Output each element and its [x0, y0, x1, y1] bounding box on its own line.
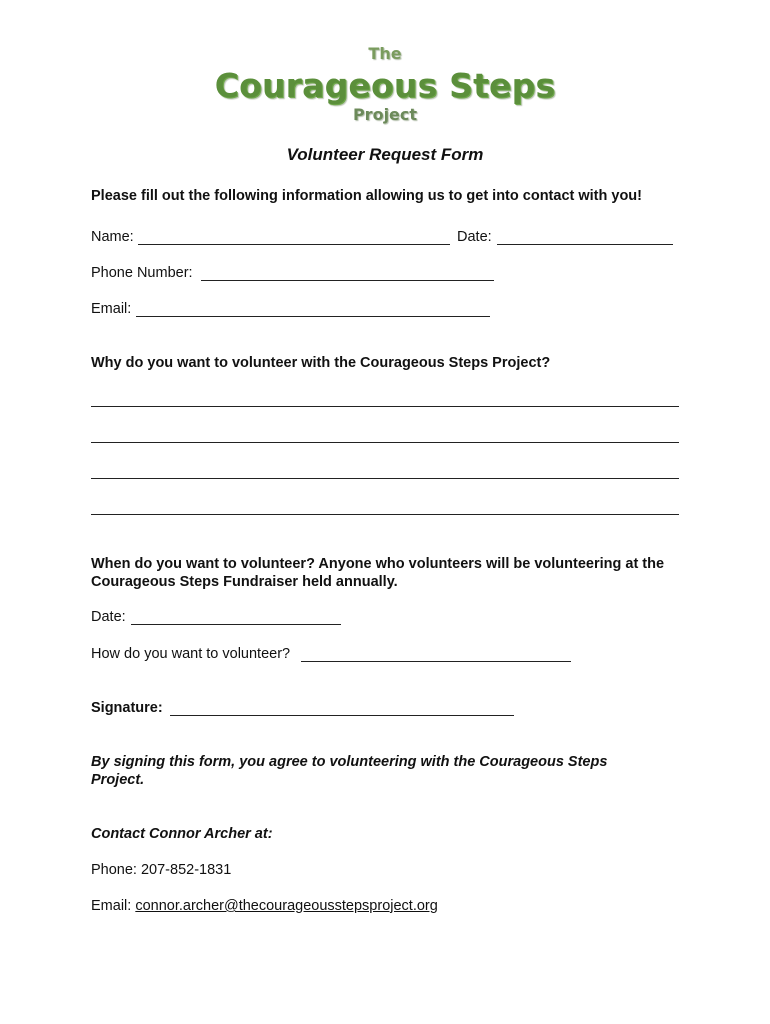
name-field[interactable]: [138, 244, 450, 245]
form-intro: Please fill out the following information allowing us to get into contact with you!: [91, 188, 642, 204]
why-question: Why do you want to volunteer with the Courageous Steps Project?: [91, 355, 551, 371]
why-answer-line-2[interactable]: [91, 442, 679, 443]
contact-email-row: [91, 898, 438, 914]
contact-email-label: Email:: [91, 898, 132, 914]
form-title: Volunteer Request Form: [286, 145, 484, 164]
logo-name-text: Courageous Steps: [214, 66, 556, 105]
email-field[interactable]: [136, 316, 490, 317]
signature-label: Signature:: [91, 700, 163, 716]
name-label: Name:: [91, 229, 134, 245]
phone-label: Phone Number:: [91, 265, 193, 281]
contact-heading: Contact Connor Archer at:: [91, 826, 273, 842]
when-question: When do you want to volunteer? Anyone who volunteers will be volunteering at the Courageous Steps Fundraiser held annually.: [91, 556, 665, 590]
logo-the-text: The: [368, 44, 402, 63]
agreement-text: By signing this form, you agree to volunteering with the Courageous Steps Project.: [91, 754, 608, 788]
how-field[interactable]: [301, 661, 571, 662]
when-date-label: Date:: [91, 609, 126, 625]
contact-email-link[interactable]: connor.archer@thecourageousstepsproject.org: [135, 898, 438, 914]
when-date-field[interactable]: [131, 624, 341, 625]
email-label: Email:: [91, 301, 132, 317]
why-answer-line-1[interactable]: [91, 406, 679, 407]
phone-field[interactable]: [201, 280, 494, 281]
date-field[interactable]: [497, 244, 673, 245]
date-label: Date:: [457, 229, 492, 245]
why-answer-line-4[interactable]: [91, 514, 679, 515]
how-label: How do you want to volunteer?: [91, 646, 291, 662]
contact-phone: Phone: 207-852-1831: [91, 862, 232, 878]
why-answer-line-3[interactable]: [91, 478, 679, 479]
signature-field[interactable]: [170, 715, 514, 716]
logo-project-text: Project: [352, 105, 418, 124]
